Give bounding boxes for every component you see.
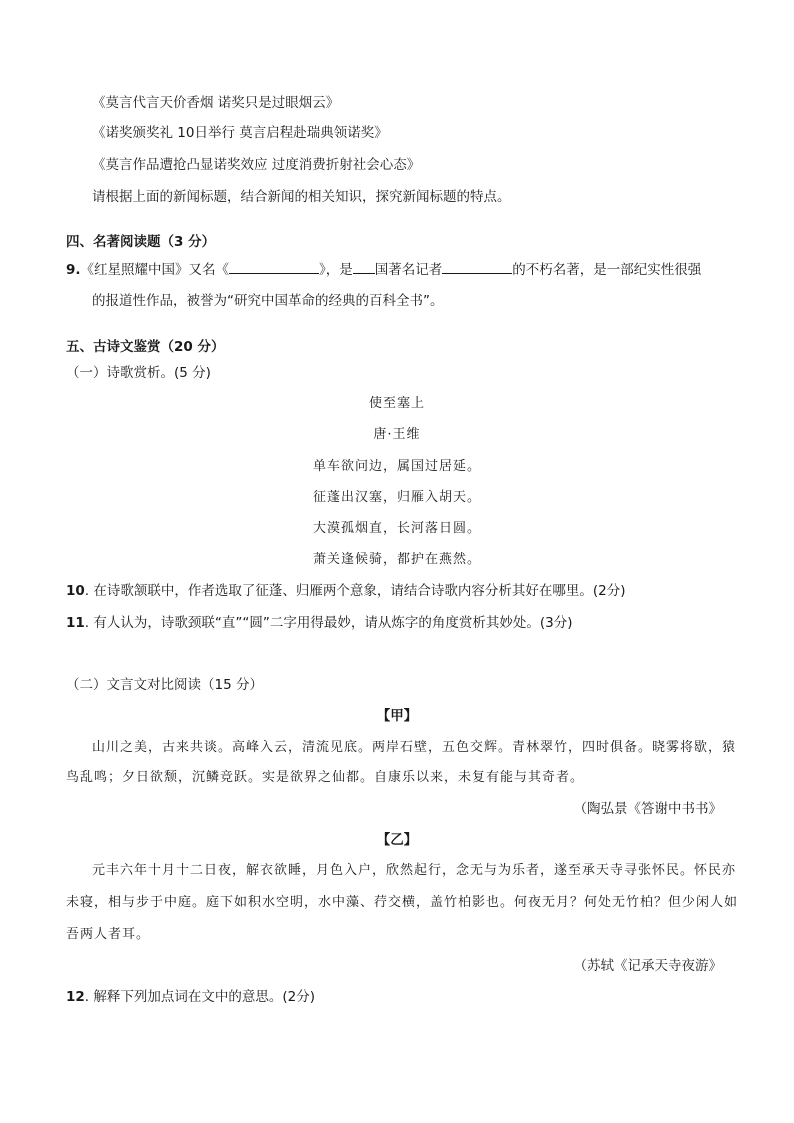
news-prompt: 请根据上面的新闻标题，结合新闻的相关知识，探究新闻标题的特点。: [92, 189, 511, 205]
poem-line-4: 萧关逢候骑，都护在燕然。: [312, 552, 481, 567]
news-headline-1: 《莫言代言天价香烟 诺奖只是过眼烟云》: [92, 95, 340, 111]
passage-jia-line-2: 鸟乱鸣；夕日欲颓，沉鳞竞跃。实是欲界之仙都。自康乐以来，未复有能与其奇者。: [66, 770, 585, 785]
classical-part-heading: （二）文言文对比阅读（15 分）: [66, 677, 263, 693]
poem-title: 使至塞上: [368, 396, 425, 411]
answer-blank-alt-title[interactable]: [229, 260, 319, 274]
question-11-number: 11: [66, 615, 85, 631]
news-headline-3: 《莫言作品遭抢凸显诺奖效应 过度消费折射社会心态》: [92, 157, 421, 173]
passage-jia-line-1: 山川之美，古来共谈。高峰入云，清流见底。两岸石壁，五色交辉。青林翠竹，四时俱备。晓雾将歇，猿: [92, 740, 737, 755]
passage-jia-label: 【甲】: [376, 708, 418, 724]
question-9: [66, 260, 701, 279]
answer-blank-reporter[interactable]: [442, 260, 512, 274]
question-9-text-a: 《红星照耀中国》又名《: [80, 262, 230, 278]
poem-line-2: 征蓬出汉塞，归雁入胡天。: [312, 490, 481, 505]
poem-author: 唐·王维: [373, 427, 421, 442]
question-9-text-c: 国著名记者: [374, 262, 443, 278]
passage-yi-label: 【乙】: [376, 832, 418, 848]
question-12-number: 12: [66, 989, 85, 1005]
question-9-text-b: 》，是: [319, 262, 353, 278]
section4-heading: 四、名著阅读题（3 分）: [66, 234, 216, 250]
news-headline-2: 《诺奖颁奖礼 10日举行 莫言启程赴瑞典领诺奖》: [92, 125, 388, 141]
question-9-text-d: 的不朽名著，是一部纪实性很强: [512, 262, 702, 278]
poetry-part-heading: （一）诗歌赏析。(5 分): [66, 365, 211, 381]
passage-yi-line-3: 吾两人者耳。: [66, 927, 151, 942]
question-11: [66, 614, 572, 632]
question-9-line2: 的报道性作品，被誉为“研究中国革命的经典的百科全书”。: [92, 293, 444, 309]
question-10-number: 10: [66, 583, 85, 599]
question-12: [66, 988, 315, 1006]
question-10-text: . 在诗歌颔联中，作者选取了征蓬、归雁两个意象，请结合诗歌内容分析其好在哪里。(2分): [84, 583, 626, 599]
poem-line-1: 单车欲问边，属国过居延。: [312, 459, 481, 474]
question-9-number: 9.: [66, 262, 81, 278]
question-10: [66, 582, 626, 600]
passage-yi-line-1: 元丰六年十月十二日夜，解衣欲睡，月色入户，欣然起行，念无与为乐者，遂至承天寺寻张怀民。怀民亦: [92, 863, 737, 878]
poem-line-3: 大漠孤烟直，长河落日圆。: [312, 521, 481, 536]
section5-heading: 五、古诗文鉴赏（20 分）: [66, 339, 225, 355]
passage-yi-line-2: 未寝，相与步于中庭。庭下如积水空明，水中藻、荇交横，盖竹柏影也。何夜无月？何处无竹柏？但少闲人如: [66, 895, 739, 910]
passage-yi-source: （苏轼《记承天寺夜游》: [573, 958, 722, 974]
answer-blank-country[interactable]: [353, 260, 375, 274]
passage-jia-source: （陶弘景《答谢中书书》: [573, 801, 722, 817]
question-12-text: . 解释下列加点词在文中的意思。(2分): [84, 989, 316, 1005]
question-11-text: . 有人认为，诗歌颈联“直”“圆”二字用得最妙，请从炼字的角度赏析其妙处。(3分): [84, 615, 573, 631]
